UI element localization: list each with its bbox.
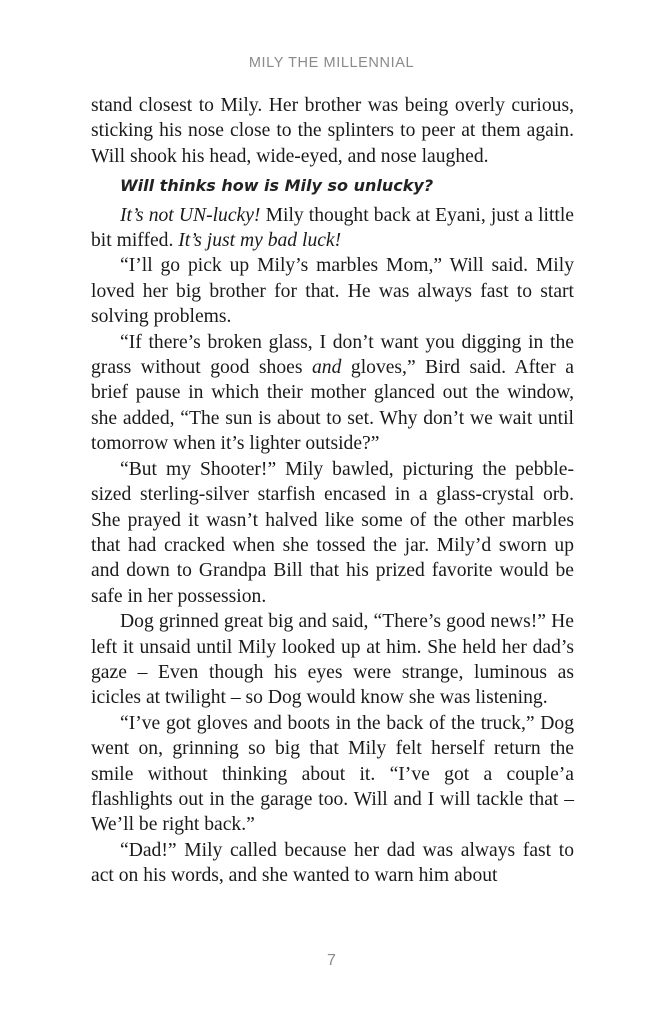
paragraph: Dog grinned great big and said, “There’s good news!” He left it unsaid until Mily looked up at him. She held her dad’s gaze – Even though his eyes were strange, luminous as icicles at twilight – so Dog would know she was listening. [91,611,574,709]
running-head: MILY THE MILLENNIAL [248,55,415,71]
paragraph: “Dad!” Mily called because her dad was always fast to act on his words, and she wanted to warn him about [91,839,574,887]
paragraph-text: gloves,” Bird said. After a brief pause in which their mother glanced out the window, she added, “The sun is about to set. Why don’t we wait until tomorrow when it’s lighter outside?” [91,357,575,455]
paragraph-text: “If there’s broken glass, I don’t want you digging in the grass without good shoes [91,331,574,379]
paragraph: “I’ll go pick up Mily’s marbles Mom,” Will said. Mily loved her big brother for that. He was always fast to start solving problems. [91,255,574,328]
paragraph [91,330,574,457]
paragraph: stand closest to Mily. Her brother was being overly curious, sticking his nose close to the splinters to peer at them again. Will shook his head, wide-eyed, and nose laughed. [91,95,574,167]
italic-thought: It’s not UN-lucky! [120,204,261,226]
italic-emphasis: and [311,357,342,379]
paragraph-text: Mily thought back at Eyani, just a little bit miffed. [91,204,574,252]
body-text [91,93,574,889]
paragraph: “I’ve got gloves and boots in the back of the truck,” Dog went on, grinning so big that Mily felt herself return the smile without thinking about it. “I’ve got a couple’a flashlights out in the garage too. Will and I will tackle that – We’ll be right back.” [91,712,574,836]
paragraph [91,203,574,254]
telepathic-thought: Will thinks how is Mily so unlucky? [120,176,434,196]
paragraph: “But my Shooter!” Mily bawled, picturing the pebble-sized sterling-silver starfish encased in a glass-crystal orb. She prayed it wasn’t halved like some of the other marbles that had cracked when she tossed the jar. Mily’d sworn up and down to Grandpa Bill that his prized favorite would be safe in her possession. [91,458,574,607]
page-number: 7 [327,952,336,969]
italic-thought: It’s just my bad luck! [178,230,342,252]
